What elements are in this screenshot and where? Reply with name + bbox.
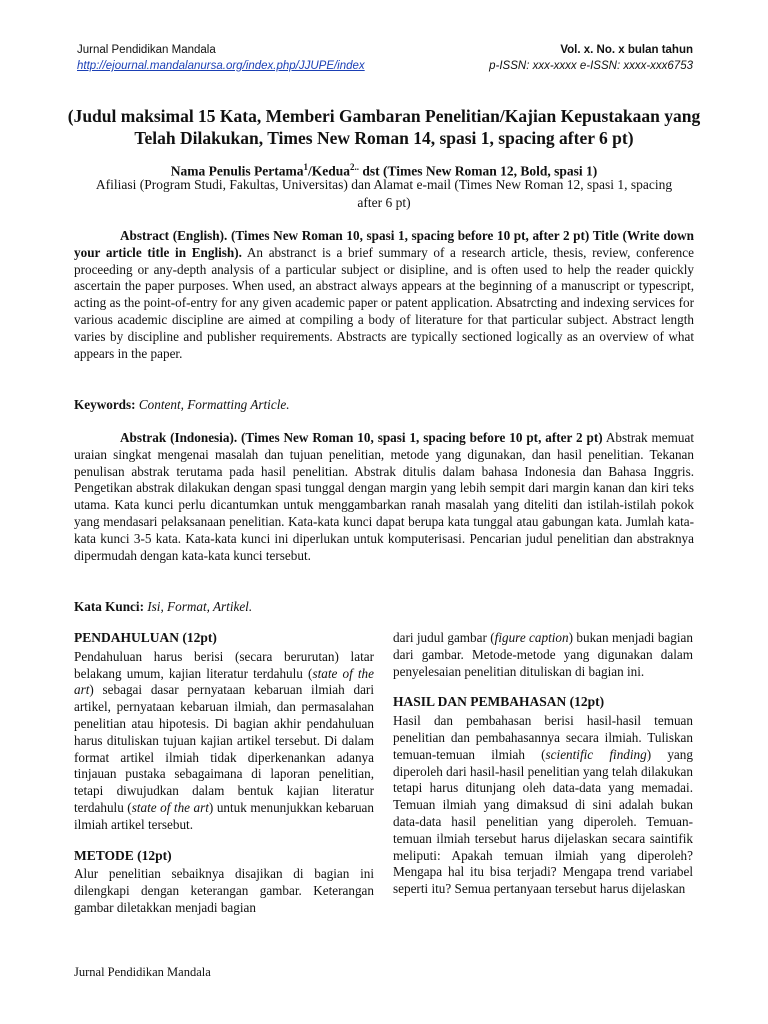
pendahuluan-paragraph bbox=[74, 649, 374, 834]
metode-cont-text-2: ) bukan menjadi bagian dari gambar. Metode-metode yang digunakan dalam penyelesaian penelitian dituliskan di bagian ini. bbox=[393, 630, 693, 679]
metode-paragraph: Alur penelitian sebaiknya disajikan di bagian ini dilengkapi dengan keterangan gambar. Keterangan gambar diletakkan menjadi bagian bbox=[74, 866, 374, 915]
journal-url-link[interactable]: http://ejournal.mandalanursa.org/index.php/JJUPE/index bbox=[77, 60, 365, 72]
hasil-text-2: ) yang diperoleh dari hasil-hasil penelitian yang telah dilakukan tetapi harus ditunjang oleh data-data yang memadai. Temuan ilmiah yang dimaksud di sini adalah bukan data-data hasil penelitian yang diperoleh. Temuan-temuan ilmiah tersebut harus dijelaskan secara saintifik meliputi: Apakah temuan ilmiah yang diperoleh? Mengapa hal itu bisa terjadi? Mengapa trend variabel seperti itu? Semua pertanyaan tersebut harus dijelaskan bbox=[393, 746, 693, 897]
abstract-english bbox=[74, 228, 694, 362]
journal-name: Jurnal Pendidikan Mandala bbox=[77, 44, 216, 56]
section-heading-pendahuluan: PENDAHULUAN (12pt) bbox=[74, 630, 217, 645]
pendahuluan-italic-2: state of the art bbox=[131, 799, 209, 815]
first-author: Nama Penulis Pertama bbox=[170, 163, 304, 179]
hasil-paragraph bbox=[393, 713, 693, 898]
metode-cont-italic: figure caption bbox=[494, 630, 569, 645]
section-heading-hasil: HASIL DAN PEMBAHASAN (12pt) bbox=[393, 694, 605, 710]
abstract-indonesia-lead: Abstrak (Indonesia). (Times New Roman 10, spasi 1, spacing before 10 pt, after 2 pt) bbox=[120, 430, 603, 445]
issn-info: p-ISSN: xxx-xxxx e-ISSN: xxxx-xxx6753 bbox=[489, 60, 693, 72]
left-column bbox=[74, 630, 374, 931]
keywords-english bbox=[74, 396, 694, 413]
abstract-indonesia bbox=[74, 430, 694, 564]
author-sup-2: 2.. bbox=[349, 162, 359, 172]
paper-title: (Judul maksimal 15 Kata, Memberi Gambaran Penelitian/Kajian Kepustakaan yang Telah Dilakukan, Times New Roman 14, spasi 1, spacing after 6 pt) bbox=[67, 106, 701, 148]
volume-info: Vol. x. No. x bulan tahun bbox=[560, 44, 693, 56]
section-heading-metode: METODE (12pt) bbox=[74, 847, 172, 863]
abstract-english-body: An abstranct is a brief summary of a research article, thesis, review, conference proceeding or any-depth analysis of a particular subject or disipline, and is often used to help the reader quickly ascertain the paper purposes. When used, an abstract always appears at the beginning of a manuscript or typescript, acting as the point-of-entry for any given academic paper or patent application. Absatrcting and indexing services for various academic discipline are aimed at compiling a body of literature for that particular subject. Abstract length varies by discipline and publisher requirements. Abstracts are typically sectioned logically as an overview of what appears in the paper. bbox=[74, 244, 694, 361]
abstract-indonesia-body: Abstrak memuat uraian singkat mengenai masalah dan tujuan penelitian, metode yang digunakan, dan hasil penelitian. Tekanan penulisan abstrak terutama pada hasil penelitian. Abstrak ditulis dalam bahasa Indonesia dan Bahasa Inggris. Pengetikan abstrak dilakukan dengan spasi tunggal dengan margin yang lebih sempit dari margin kanan dan kiri teks utama. Kata kunci perlu dicantumkan untuk menggambarkan ranah masalah yang diteliti dan istilah-istilah pokok yang mendasari pelaksanaan penelitian. Kata-kata kunci dapat berupa kata tunggal atau gabungan kata. Jumlah kata-kata kunci 3-5 kata. Kata-kata kunci ini diperlukan untuk komputerisasi. Pencarian judul penelitian dan abstraknya dipermudah dengan kata-kata kunci tersebut. bbox=[74, 430, 694, 563]
journal-header bbox=[77, 42, 693, 74]
right-column bbox=[393, 630, 693, 912]
kata-kunci-label: Kata Kunci: bbox=[74, 599, 144, 614]
hasil-text-1: Hasil dan pembahasan berisi hasil-hasil temuan penelitian dan pembahasannya secara ilmiah. Tuliskan temuan-temuan ilmiah ( bbox=[393, 713, 693, 762]
keywords-value: Content, Formatting Article. bbox=[135, 397, 290, 412]
metode-cont-text-1: dari judul gambar ( bbox=[393, 630, 495, 645]
pendahuluan-text-3: ) untuk menunjukkan kebaruan ilmiah artikel tersebut. bbox=[74, 799, 374, 832]
abstract-english-lead: Abstract (English). (Times New Roman 10, spasi 1, spacing before 10 pt, after 2 pt) Title (Write down your article title in English). bbox=[74, 228, 694, 260]
keywords-indonesia bbox=[74, 598, 694, 615]
author-separator: /Kedua bbox=[307, 163, 350, 179]
author-sup-1: 1 bbox=[303, 162, 308, 172]
page-footer: Jurnal Pendidikan Mandala bbox=[74, 965, 211, 979]
keywords-label: Keywords: bbox=[74, 397, 136, 412]
pendahuluan-text-1: Pendahuluan harus berisi (secara berurutan) latar belakang umum, kajian literatur terdahulu ( bbox=[74, 648, 374, 681]
hasil-italic: scientific finding bbox=[545, 746, 647, 762]
pendahuluan-text-2: ) sebagai dasar pernyataan kebaruan ilmiah dari artikel, pernyataan kebaruan ilmiah, dan permasalahan penelitian atau hipotesis. Di bagian akhir pendahuluan harus dituliskan tujuan kajian artikel tersebut. Di dalam format artikel ilmiah tidak diperkenankan adanya tinjauan pustaka sebagaimana di laporan penelitian, tetapi diwujudkan dalam bentuk kajian literatur terdahulu ( bbox=[74, 682, 374, 815]
affiliation: Afiliasi (Program Studi, Fakultas, Universitas) dan Alamat e-mail (Times New Roman 12, spasi 1, spacing after 6 pt) bbox=[95, 177, 673, 210]
metode-continued-paragraph bbox=[393, 630, 693, 680]
kata-kunci-value: Isi, Format, Artikel. bbox=[143, 599, 253, 614]
pendahuluan-italic-1: state of the art bbox=[74, 665, 374, 698]
author-note: dst (Times New Roman 12, Bold, spasi 1) bbox=[358, 163, 598, 179]
